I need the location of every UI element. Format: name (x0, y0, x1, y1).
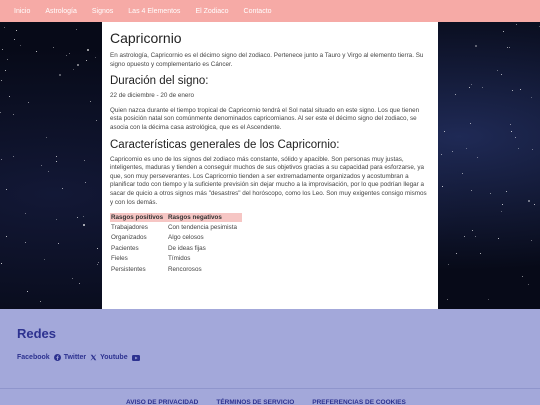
star (507, 47, 508, 48)
star (66, 55, 67, 56)
star (515, 137, 516, 138)
star (40, 301, 41, 302)
footer-links (126, 399, 424, 405)
star (90, 101, 91, 102)
star (480, 253, 481, 254)
terms-link[interactable]: TÉRMINOS DE SERVICIO (216, 399, 295, 405)
star (46, 137, 47, 138)
star (471, 84, 472, 85)
star (13, 156, 14, 157)
star (477, 157, 478, 158)
star (2, 49, 3, 50)
star (534, 204, 535, 205)
star (531, 97, 532, 98)
star (512, 90, 513, 91)
nav-inicio[interactable]: Inicio (14, 7, 31, 15)
star (470, 123, 471, 124)
star (464, 236, 465, 237)
intro-paragraph: En astrología, Capricornio es el décimo signo del zodiaco. Pertenece junto a Tauro y Virgo al elemento tierra. Su signo opuesto y complementario es Cáncer. (110, 52, 424, 68)
table-row (110, 264, 242, 275)
star (76, 29, 77, 30)
star (501, 74, 502, 75)
privacy-link[interactable]: AVISO DE PRIVACIDAD (126, 399, 199, 405)
star (447, 299, 448, 300)
star (56, 156, 57, 157)
social-links (17, 354, 143, 361)
table-cell: Tímidos (168, 255, 191, 263)
table-cell: Con tendencia pesimista (168, 223, 237, 231)
star (503, 31, 504, 32)
star (28, 102, 29, 103)
star (506, 191, 507, 192)
star (1, 80, 2, 81)
star (96, 120, 97, 121)
table-cell: Pacientes (111, 244, 139, 252)
star (95, 57, 96, 58)
facebook-label: Facebook (17, 354, 50, 361)
star (36, 51, 37, 52)
star (56, 219, 57, 220)
footer-divider (0, 388, 540, 389)
star (528, 284, 529, 285)
star (20, 45, 21, 46)
traits-paragraph: Capricornio es uno de los signos del zodiaco más constante, sólido y apacible. Son personas muy justas, inteligentes, maduras y tienden a conseguir muchos de sus objetivos gracias a su capacidad para esforzarse, ya que, son muy perseverantes. Los Capricornio tienden a ser extremadamente organizados y acostumbran a planificar todo con tiempo y la suficiente previsión sin dejar mucho a la improvisación, por lo que podrían llegar a sacar de quicio a otros signos más "desastres" del horóscopo, como los Leo. Son muy exigentes consigo mismos y con los demás. (110, 155, 427, 206)
star (59, 74, 61, 76)
star (97, 264, 98, 265)
star (83, 216, 84, 217)
star (528, 200, 530, 202)
table-row (110, 233, 242, 244)
table-header-negative: Rasgos negativos (167, 213, 242, 222)
star (97, 248, 98, 249)
star (13, 114, 14, 115)
star (83, 224, 85, 226)
star (6, 189, 7, 190)
twitter-label: Twitter (63, 354, 87, 361)
star (482, 87, 483, 88)
star (452, 151, 453, 152)
youtube-link[interactable] (100, 354, 139, 361)
star (511, 131, 512, 132)
nav-contacto[interactable]: Contacto (243, 7, 272, 15)
star (509, 47, 510, 48)
star (531, 240, 532, 241)
top-navigation (0, 0, 540, 22)
star (471, 190, 472, 191)
star (73, 69, 74, 70)
star (472, 230, 473, 231)
nav-astrologia[interactable]: Astrología (45, 7, 77, 15)
star (27, 291, 28, 292)
star (72, 278, 73, 279)
table-cell: Persistentes (111, 265, 146, 273)
star (501, 211, 502, 212)
star (475, 236, 476, 237)
star (6, 236, 7, 237)
table-row (110, 243, 242, 254)
star (77, 64, 79, 66)
page-title: Capricornio (110, 30, 182, 46)
star (488, 299, 489, 300)
youtube-icon (132, 355, 140, 361)
star (498, 238, 499, 239)
star (86, 60, 87, 61)
table-cell: De ideas fijas (168, 244, 206, 252)
duration-dates: 22 de diciembre - 20 de enero (110, 92, 195, 100)
star (1, 159, 2, 160)
duration-heading: Duración del signo: (110, 75, 209, 88)
star (84, 160, 85, 161)
star (85, 182, 86, 183)
duration-paragraph: Quien nazca durante el tiempo tropical de Capricornio tendrá el Sol natal situado en este signo. Los que tienen esta posición natal son comúnmente denominados capricornianos. Al ser este el décimo signo del zodiaco, se asocia con la décima casa astrológica, que es el Ascendente. (110, 106, 420, 131)
table-cell: Fieles (111, 255, 128, 263)
social-footer (0, 309, 540, 405)
table-cell: Rencorosos (168, 265, 202, 273)
table-header-positive: Rasgos positivos (110, 213, 167, 222)
star (79, 283, 80, 284)
star (41, 165, 42, 166)
twitter-link[interactable] (64, 354, 97, 361)
facebook-icon (54, 354, 61, 361)
traits-heading: Características generales de los Capricornio: (110, 138, 340, 151)
star (69, 53, 70, 54)
star (462, 173, 463, 174)
star (442, 186, 443, 187)
table-row (110, 222, 242, 233)
star (455, 94, 456, 95)
star (7, 59, 8, 60)
x-twitter-icon (90, 354, 97, 361)
star (448, 264, 449, 265)
star (469, 87, 470, 88)
traits-table (110, 213, 242, 275)
table-cell: Algo celosos (168, 234, 204, 242)
star (497, 70, 498, 71)
star (16, 30, 17, 31)
redes-title: Redes (17, 326, 57, 341)
star (48, 171, 49, 172)
star (0, 112, 1, 113)
star (25, 213, 26, 214)
star (56, 161, 57, 162)
star (58, 243, 59, 244)
star (532, 149, 533, 150)
star (518, 148, 519, 149)
table-cell: Trabajadores (111, 223, 148, 231)
star (5, 70, 6, 71)
star (520, 89, 521, 90)
youtube-label: Youtube (100, 354, 128, 361)
star (62, 188, 63, 189)
star (510, 124, 511, 125)
star (53, 47, 54, 48)
star (490, 193, 491, 194)
star (77, 217, 78, 218)
star (502, 204, 503, 205)
star (522, 276, 523, 277)
star (466, 148, 467, 149)
star (441, 154, 442, 155)
star (456, 253, 457, 254)
star (98, 262, 99, 263)
nav-signos[interactable]: Signos (91, 7, 114, 15)
article-content (102, 22, 438, 309)
star (9, 96, 10, 97)
star (44, 259, 45, 260)
star (1, 263, 2, 264)
table-cell: Organizados (111, 234, 147, 242)
nav-zodiaco[interactable]: El Zodiaco (195, 7, 229, 15)
star (475, 45, 477, 47)
cookies-link[interactable]: PREFERENCIAS DE COOKIES (312, 399, 406, 405)
star (25, 242, 26, 243)
star (516, 24, 517, 25)
table-row (110, 254, 242, 265)
star (444, 131, 445, 132)
star (14, 39, 15, 40)
facebook-link[interactable] (17, 354, 61, 361)
nav-elementos[interactable]: Las 4 Elementos (128, 7, 181, 15)
star (87, 49, 89, 51)
star (4, 27, 5, 28)
